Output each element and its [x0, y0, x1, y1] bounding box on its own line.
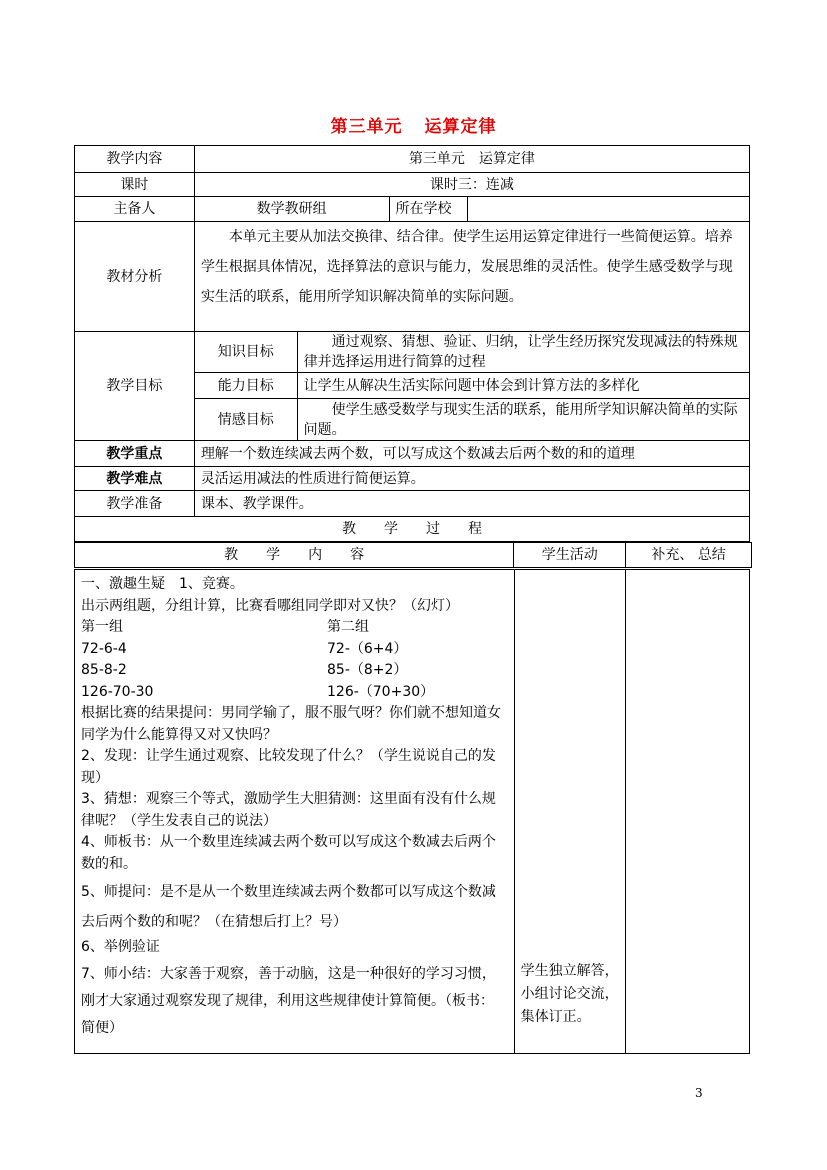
difficulty-label: 教学难点	[75, 467, 195, 491]
process-line: 一、激趣生疑 1、竞赛。	[81, 576, 244, 592]
title-part2: 运算定律	[424, 117, 497, 137]
group2-item: 126-（70+30）	[327, 683, 435, 700]
content-label: 教学内容	[75, 146, 195, 173]
process-line: 2、发现：让学生通过观察、比较发现了什么？（学生说说自己的发现）	[81, 748, 496, 786]
process-line: 根据比赛的结果提问：男同学输了，服不服气呀？你们就不想知道女同学为什么能算得又对又快吗？	[81, 705, 501, 743]
group1-item: 第一组	[81, 619, 123, 635]
process-content	[75, 570, 515, 1054]
school-value	[468, 197, 750, 222]
group-row	[81, 639, 508, 661]
school-label: 所在学校	[389, 197, 468, 222]
emotion-goal-label: 情感目标	[194, 399, 297, 441]
group-row	[81, 682, 508, 704]
process-line: 出示两组题，分组计算，比赛看哪组同学即对又快？（幻灯）	[81, 597, 459, 614]
process-column-header	[74, 542, 752, 568]
col-supplement-header: 补充、 总结	[626, 543, 752, 568]
process-supplement	[626, 570, 750, 1054]
process-line: 7、师小结：大家善于观察，善于动脑，这是一种很好的学习习惯，刚才大家通过观察发现了规律，利用这些规律使计算简便。（板书：简便）	[81, 965, 496, 1036]
goals-label: 教学目标	[75, 332, 195, 441]
group1-item: 72-6-4	[81, 640, 127, 657]
title-part1: 第三单元	[330, 117, 403, 137]
preparation-label: 教学准备	[75, 491, 195, 517]
col-activity-header: 学生活动	[514, 543, 626, 568]
group-row	[81, 660, 508, 682]
process-activity	[514, 570, 626, 1054]
process-header: 教 学 过 程	[75, 517, 750, 542]
emotion-goal-value: 使学生感受数学与现实生活的联系，能用所学知识解决简单的实际问题。	[297, 399, 749, 441]
group1-item: 85-8-2	[81, 662, 127, 678]
knowledge-goal-label: 知识目标	[194, 332, 297, 373]
process-table	[74, 569, 750, 1054]
lesson-value: 课时三：连减	[194, 173, 749, 197]
difficulty-value: 灵活运用减法的性质进行简便运算。	[194, 467, 749, 491]
process-line: 3、猜想：观察三个等式，激励学生大胆猜测：这里面有没有什么规律呢？（学生发表自己的说法）	[81, 791, 496, 829]
ability-goal-label: 能力目标	[194, 373, 297, 399]
content-value: 第三单元 运算定律	[194, 146, 749, 173]
analysis-value: 本单元主要从加法交换律、结合律。使学生运用运算定律进行一些简便运算。培养学生根据具体情况，选择算法的意识与能力，发展思维的灵活性。使学生感受数学与现实生活的联系，能用所学知识解决简单的实际问题。	[194, 222, 749, 332]
ability-goal-value: 让学生从解决生活实际问题中体会到计算方法的多样化	[297, 373, 749, 399]
analysis-label: 教材分析	[75, 222, 195, 332]
preparation-value: 课本、教学课件。	[194, 491, 749, 517]
page-number: 3	[695, 1086, 703, 1100]
lesson-info-table	[74, 145, 750, 542]
group1-item: 126-70-30	[81, 683, 154, 700]
group2-item: 72-（6+4）	[327, 640, 408, 657]
col-content-header: 教 学 内 容	[75, 543, 514, 568]
group2-item: 第二组	[327, 619, 369, 635]
process-line: 5、师提问：是不是从一个数里连续减去两个数都可以写成这个数减去后两个数的和呢？（在猜想后打上？号）	[81, 884, 496, 930]
activity-text: 学生独立解答，小组讨论交流，集体订正。	[520, 963, 619, 1025]
group-row	[81, 617, 508, 639]
process-line: 4、师板书：从一个数里连续减去两个数可以写成这个数减去后两个数的和。	[81, 834, 496, 872]
group2-item: 85-（8+2）	[327, 662, 408, 678]
knowledge-goal-value: 通过观察、猜想、验证、归纳，让学生经历探究发现减法的特殊规律并选择运用进行简算的过程	[297, 332, 749, 373]
preparer-label: 主备人	[75, 197, 195, 222]
page-title	[0, 112, 827, 137]
key-point-label: 教学重点	[75, 441, 195, 467]
preparer-value: 数学教研组	[194, 197, 389, 222]
key-point-value: 理解一个数连续减去两个数，可以写成这个数减去后两个数的和的道理	[194, 441, 749, 467]
process-line: 6、举例验证	[81, 939, 160, 955]
lesson-label: 课时	[75, 173, 195, 197]
